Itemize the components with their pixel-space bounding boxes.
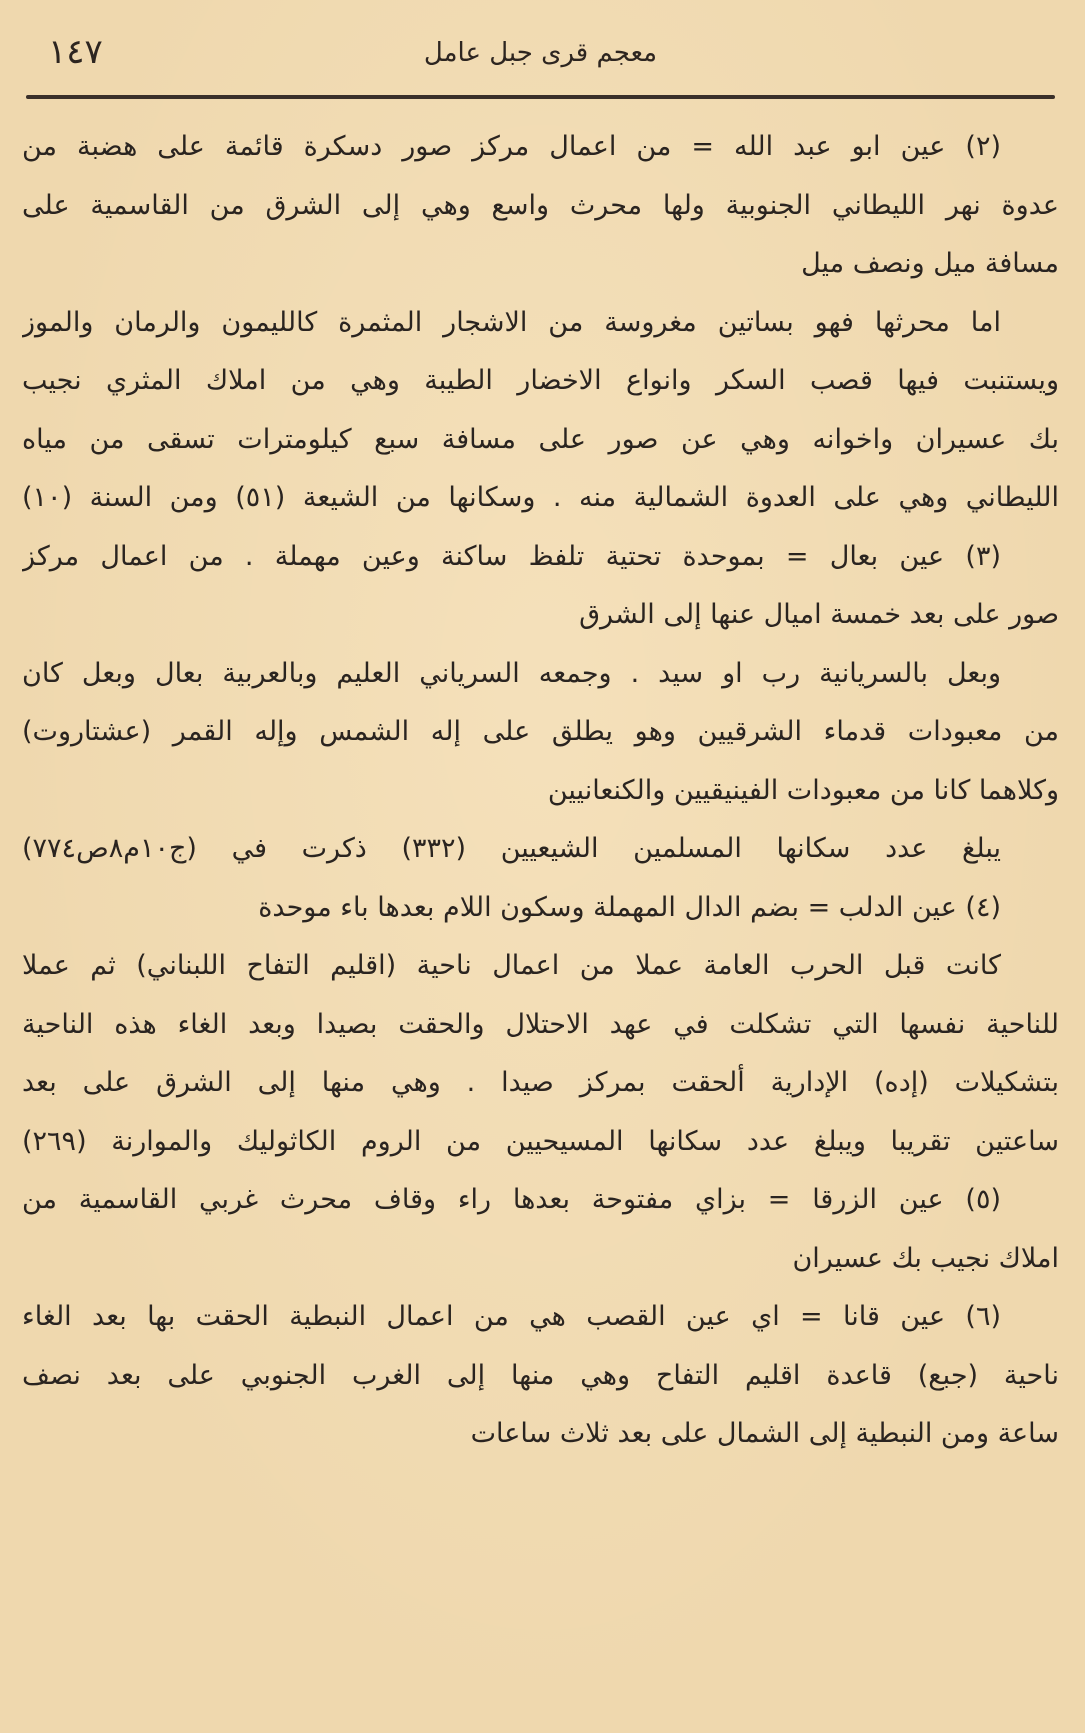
text-line: يبلغ عدد سكانها المسلمين الشيعيين (٣٣٢) ذكرت في (ج١٠م٨ص٧٧٤) [22, 833, 1001, 864]
text-line: (٥) عين الزرقا = بزاي مفتوحة بعدها راء وقاف محرث غربي القاسمية من [22, 1184, 1001, 1215]
text-line: وكلاهما كانا من معبودات الفينيقيين والكنعانيين [547, 774, 1059, 806]
village-entry [22, 1288, 1059, 1464]
village-entry [22, 1171, 1059, 1288]
text-line: (٣) عين بعال = بموحدة تحتية تلفظ ساكنة وعين مهملة . من اعمال مركز [22, 540, 1001, 572]
page-number: ٧٤١ [48, 32, 103, 72]
text-line: ناحية (جبع) قاعدة اقليم التفاح وهي منها إلى الغرب الجنوبي على بعد نصف [22, 1359, 1059, 1391]
text-line: ساعتين تقريبا ويبلغ عدد سكانها المسيحيين من الروم الكاثوليك والموارنة (٢٦٩) [22, 1125, 1059, 1157]
header-rule [26, 95, 1055, 99]
text-line: (٦) عين قانا = اي عين القصب هي من اعمال النبطية الحقت بها بعد الغاء [22, 1301, 1001, 1332]
village-entry [22, 118, 1059, 528]
text-line: صور على بعد خمسة اميال عنها إلى الشرق [579, 599, 1059, 630]
village-entry [22, 879, 1059, 1172]
village-entry [22, 528, 1059, 879]
text-line: للناحية نفسها التي تشكلت في عهد الاحتلال والحقت بصيدا وبعد الغاء هذه الناحية [22, 1008, 1059, 1040]
text-line: ويستنبت فيها قصب السكر وانواع الاخضار الطيبة وهي من املاك المثري نجيب [22, 365, 1059, 396]
text-line: من معبودات قدماء الشرقيين وهو يطلق على إله الشمس وإله القمر (عشتاروت) [22, 716, 1059, 747]
text-line: عدوة نهر الليطاني الجنوبية ولها محرث واسع وهي إلى الشرق من القاسمية على [22, 189, 1059, 221]
text-line: اما محرثها فهو بساتين مغروسة من الاشجار المثمرة كالليمون والرمان والموز [22, 306, 1001, 338]
running-title: معجم قرى جبل عامل [423, 38, 658, 68]
text-line: بك عسيران واخوانه وهي عن صور على مسافة سبع كيلومترات تسقى من مياه [22, 423, 1059, 455]
text-line: كانت قبل الحرب العامة عملا من اعمال ناحية (اقليم التفاح اللبناني) ثم عملا [22, 950, 1001, 981]
body-text [22, 118, 1059, 1464]
text-line: بتشكيلات (إده) الإدارية ألحقت بمركز صيدا . وهي منها إلى الشرق على بعد [22, 1067, 1059, 1098]
text-line: وبعل بالسريانية رب او سيد . وجمعه السرياني العليم وبالعربية بعال وبعل كان [22, 657, 1001, 689]
text-line: ساعة ومن النبطية إلى الشمال على بعد ثلاث ساعات [470, 1418, 1059, 1449]
text-line: مسافة ميل ونصف ميل [801, 248, 1059, 279]
text-line: املاك نجيب بك عسيران [792, 1242, 1059, 1274]
page-header [26, 30, 1055, 90]
text-line: (٤) عين الدلب = بضم الدال المهملة وسكون اللام بعدها باء موحدة [258, 891, 1001, 923]
text-line: الليطاني وهي على العدوة الشمالية منه . وسكانها من الشيعة (٥١) ومن السنة (١٠) [22, 482, 1059, 513]
text-line: (٢) عين ابو عبد الله = من اعمال مركز صور دسكرة قائمة على هضبة من [22, 131, 1001, 162]
